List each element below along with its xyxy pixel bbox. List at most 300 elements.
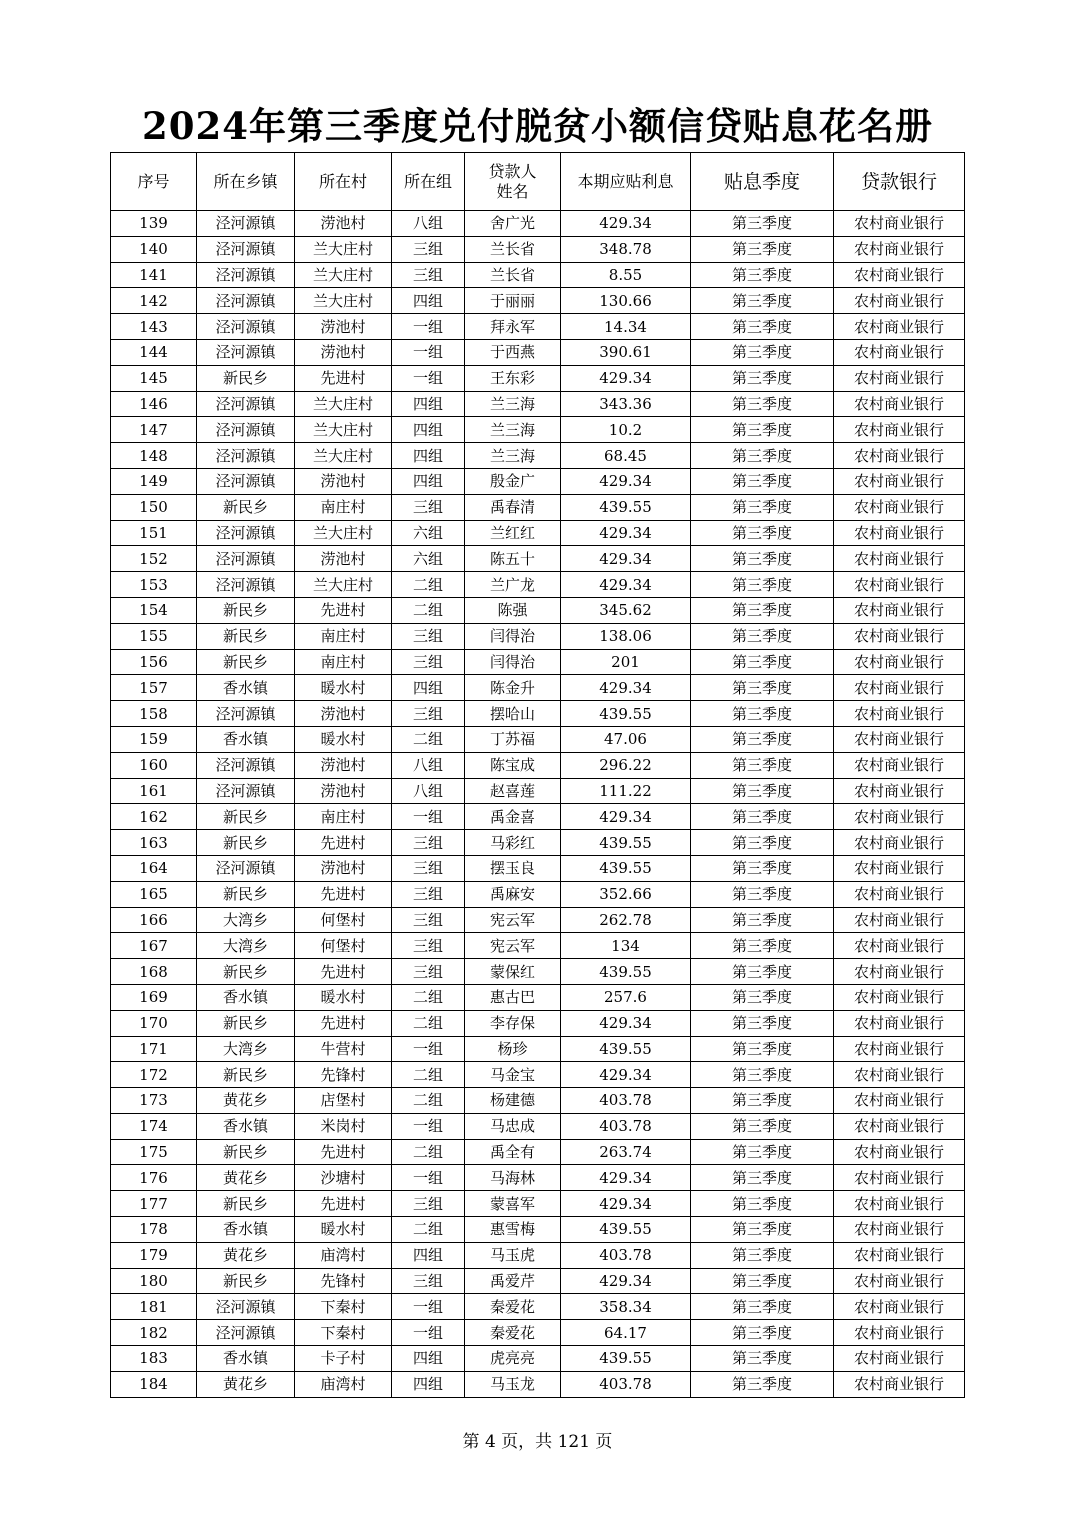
cell-bank: 农村商业银行 bbox=[834, 1062, 965, 1088]
cell-group: 四组 bbox=[392, 1242, 465, 1268]
cell-township: 香水镇 bbox=[197, 1217, 295, 1243]
cell-township: 新民乡 bbox=[197, 1191, 295, 1217]
cell-interest: 429.34 bbox=[561, 1165, 691, 1191]
cell-township: 泾河源镇 bbox=[197, 855, 295, 881]
cell-quarter: 第三季度 bbox=[691, 288, 834, 314]
cell-group: 一组 bbox=[392, 1036, 465, 1062]
table-row bbox=[111, 572, 965, 598]
cell-quarter: 第三季度 bbox=[691, 1320, 834, 1346]
cell-interest: 439.55 bbox=[561, 494, 691, 520]
table-row bbox=[111, 649, 965, 675]
cell-bank: 农村商业银行 bbox=[834, 959, 965, 985]
cell-village: 涝池村 bbox=[295, 211, 392, 237]
cell-village: 涝池村 bbox=[295, 468, 392, 494]
cell-seq: 167 bbox=[111, 933, 197, 959]
cell-quarter: 第三季度 bbox=[691, 778, 834, 804]
cell-seq: 171 bbox=[111, 1036, 197, 1062]
cell-township: 黄花乡 bbox=[197, 1242, 295, 1268]
cell-group: 一组 bbox=[392, 314, 465, 340]
cell-group: 八组 bbox=[392, 211, 465, 237]
cell-group: 一组 bbox=[392, 1320, 465, 1346]
cell-bank: 农村商业银行 bbox=[834, 1036, 965, 1062]
cell-interest: 403.78 bbox=[561, 1088, 691, 1114]
cell-bank: 农村商业银行 bbox=[834, 314, 965, 340]
cell-seq: 149 bbox=[111, 468, 197, 494]
table-row bbox=[111, 1346, 965, 1372]
cell-quarter: 第三季度 bbox=[691, 1346, 834, 1372]
cell-township: 新民乡 bbox=[197, 597, 295, 623]
header-township: 所在乡镇 bbox=[197, 153, 295, 211]
cell-village: 先进村 bbox=[295, 881, 392, 907]
cell-bank: 农村商业银行 bbox=[834, 468, 965, 494]
cell-borrower: 惠雪梅 bbox=[465, 1217, 561, 1243]
cell-seq: 145 bbox=[111, 365, 197, 391]
cell-bank: 农村商业银行 bbox=[834, 984, 965, 1010]
cell-group: 四组 bbox=[392, 391, 465, 417]
cell-seq: 172 bbox=[111, 1062, 197, 1088]
cell-group: 三组 bbox=[392, 855, 465, 881]
cell-bank: 农村商业银行 bbox=[834, 830, 965, 856]
table-row bbox=[111, 726, 965, 752]
cell-quarter: 第三季度 bbox=[691, 1062, 834, 1088]
cell-seq: 148 bbox=[111, 443, 197, 469]
cell-township: 香水镇 bbox=[197, 984, 295, 1010]
cell-village: 兰大庄村 bbox=[295, 288, 392, 314]
header-quarter: 贴息季度 bbox=[691, 153, 834, 211]
cell-seq: 165 bbox=[111, 881, 197, 907]
cell-group: 六组 bbox=[392, 520, 465, 546]
cell-township: 泾河源镇 bbox=[197, 262, 295, 288]
cell-borrower: 秦爱花 bbox=[465, 1320, 561, 1346]
cell-village: 涝池村 bbox=[295, 701, 392, 727]
cell-group: 三组 bbox=[392, 262, 465, 288]
cell-interest: 439.55 bbox=[561, 1346, 691, 1372]
header-borrower-name bbox=[465, 153, 561, 211]
cell-group: 四组 bbox=[392, 288, 465, 314]
cell-borrower: 拜永军 bbox=[465, 314, 561, 340]
cell-quarter: 第三季度 bbox=[691, 597, 834, 623]
cell-seq: 180 bbox=[111, 1268, 197, 1294]
cell-township: 泾河源镇 bbox=[197, 520, 295, 546]
cell-borrower: 禹爱芹 bbox=[465, 1268, 561, 1294]
cell-village: 下秦村 bbox=[295, 1294, 392, 1320]
cell-village: 暖水村 bbox=[295, 984, 392, 1010]
cell-township: 香水镇 bbox=[197, 1346, 295, 1372]
table-row bbox=[111, 1268, 965, 1294]
cell-group: 六组 bbox=[392, 546, 465, 572]
cell-bank: 农村商业银行 bbox=[834, 623, 965, 649]
cell-interest: 257.6 bbox=[561, 984, 691, 1010]
cell-bank: 农村商业银行 bbox=[834, 1113, 965, 1139]
table-row bbox=[111, 443, 965, 469]
cell-interest: 429.34 bbox=[561, 1062, 691, 1088]
cell-village: 涝池村 bbox=[295, 778, 392, 804]
table-row bbox=[111, 933, 965, 959]
cell-seq: 140 bbox=[111, 236, 197, 262]
cell-interest: 262.78 bbox=[561, 907, 691, 933]
cell-borrower: 于西燕 bbox=[465, 339, 561, 365]
cell-quarter: 第三季度 bbox=[691, 391, 834, 417]
table-row bbox=[111, 1036, 965, 1062]
cell-interest: 429.34 bbox=[561, 211, 691, 237]
cell-group: 二组 bbox=[392, 1139, 465, 1165]
header-interest: 本期应贴利息 bbox=[561, 153, 691, 211]
cell-quarter: 第三季度 bbox=[691, 907, 834, 933]
cell-quarter: 第三季度 bbox=[691, 211, 834, 237]
cell-bank: 农村商业银行 bbox=[834, 520, 965, 546]
cell-village: 庙湾村 bbox=[295, 1242, 392, 1268]
cell-interest: 343.36 bbox=[561, 391, 691, 417]
cell-quarter: 第三季度 bbox=[691, 1294, 834, 1320]
cell-township: 大湾乡 bbox=[197, 907, 295, 933]
table-row bbox=[111, 365, 965, 391]
table-row bbox=[111, 984, 965, 1010]
cell-interest: 47.06 bbox=[561, 726, 691, 752]
cell-township: 香水镇 bbox=[197, 726, 295, 752]
cell-quarter: 第三季度 bbox=[691, 443, 834, 469]
cell-bank: 农村商业银行 bbox=[834, 675, 965, 701]
table-row bbox=[111, 1113, 965, 1139]
cell-group: 二组 bbox=[392, 1010, 465, 1036]
cell-village: 暖水村 bbox=[295, 1217, 392, 1243]
table-header-row bbox=[111, 153, 965, 211]
cell-village: 南庄村 bbox=[295, 649, 392, 675]
table-row bbox=[111, 391, 965, 417]
cell-village: 先进村 bbox=[295, 1010, 392, 1036]
cell-village: 米岗村 bbox=[295, 1113, 392, 1139]
cell-village: 涝池村 bbox=[295, 339, 392, 365]
cell-seq: 155 bbox=[111, 623, 197, 649]
cell-village: 南庄村 bbox=[295, 804, 392, 830]
cell-group: 三组 bbox=[392, 701, 465, 727]
cell-bank: 农村商业银行 bbox=[834, 1346, 965, 1372]
table-row bbox=[111, 546, 965, 572]
header-village: 所在村 bbox=[295, 153, 392, 211]
cell-township: 泾河源镇 bbox=[197, 572, 295, 598]
cell-seq: 161 bbox=[111, 778, 197, 804]
cell-quarter: 第三季度 bbox=[691, 1268, 834, 1294]
cell-quarter: 第三季度 bbox=[691, 1165, 834, 1191]
cell-township: 泾河源镇 bbox=[197, 236, 295, 262]
cell-village: 店堡村 bbox=[295, 1088, 392, 1114]
cell-township: 新民乡 bbox=[197, 881, 295, 907]
cell-borrower: 李存保 bbox=[465, 1010, 561, 1036]
cell-interest: 429.34 bbox=[561, 1268, 691, 1294]
cell-bank: 农村商业银行 bbox=[834, 391, 965, 417]
subsidy-roster-table bbox=[110, 152, 965, 1398]
cell-quarter: 第三季度 bbox=[691, 236, 834, 262]
cell-quarter: 第三季度 bbox=[691, 675, 834, 701]
cell-group: 四组 bbox=[392, 675, 465, 701]
table-row bbox=[111, 1242, 965, 1268]
cell-group: 四组 bbox=[392, 417, 465, 443]
cell-seq: 150 bbox=[111, 494, 197, 520]
cell-borrower: 秦爱花 bbox=[465, 1294, 561, 1320]
header-seq: 序号 bbox=[111, 153, 197, 211]
cell-bank: 农村商业银行 bbox=[834, 1191, 965, 1217]
cell-seq: 173 bbox=[111, 1088, 197, 1114]
table-row bbox=[111, 288, 965, 314]
cell-interest: 429.34 bbox=[561, 365, 691, 391]
cell-seq: 162 bbox=[111, 804, 197, 830]
cell-bank: 农村商业银行 bbox=[834, 494, 965, 520]
header-group: 所在组 bbox=[392, 153, 465, 211]
cell-borrower: 马彩红 bbox=[465, 830, 561, 856]
cell-township: 泾河源镇 bbox=[197, 339, 295, 365]
cell-seq: 151 bbox=[111, 520, 197, 546]
cell-quarter: 第三季度 bbox=[691, 649, 834, 675]
cell-group: 二组 bbox=[392, 597, 465, 623]
cell-township: 新民乡 bbox=[197, 1062, 295, 1088]
cell-interest: 8.55 bbox=[561, 262, 691, 288]
cell-quarter: 第三季度 bbox=[691, 262, 834, 288]
table-row bbox=[111, 855, 965, 881]
cell-borrower: 马忠成 bbox=[465, 1113, 561, 1139]
cell-village: 兰大庄村 bbox=[295, 443, 392, 469]
cell-village: 庙湾村 bbox=[295, 1371, 392, 1397]
table-row bbox=[111, 597, 965, 623]
cell-seq: 141 bbox=[111, 262, 197, 288]
table-row bbox=[111, 701, 965, 727]
cell-interest: 439.55 bbox=[561, 1217, 691, 1243]
cell-borrower: 闫得治 bbox=[465, 649, 561, 675]
cell-quarter: 第三季度 bbox=[691, 546, 834, 572]
cell-bank: 农村商业银行 bbox=[834, 701, 965, 727]
cell-quarter: 第三季度 bbox=[691, 933, 834, 959]
cell-borrower: 兰红红 bbox=[465, 520, 561, 546]
cell-group: 三组 bbox=[392, 830, 465, 856]
cell-interest: 439.55 bbox=[561, 1036, 691, 1062]
cell-borrower: 杨建德 bbox=[465, 1088, 561, 1114]
cell-township: 香水镇 bbox=[197, 1113, 295, 1139]
header-bank: 贷款银行 bbox=[834, 153, 965, 211]
cell-interest: 138.06 bbox=[561, 623, 691, 649]
cell-bank: 农村商业银行 bbox=[834, 752, 965, 778]
cell-seq: 170 bbox=[111, 1010, 197, 1036]
table-row bbox=[111, 623, 965, 649]
cell-seq: 142 bbox=[111, 288, 197, 314]
table-row bbox=[111, 1062, 965, 1088]
cell-village: 先进村 bbox=[295, 597, 392, 623]
table-row bbox=[111, 1320, 965, 1346]
cell-bank: 农村商业银行 bbox=[834, 726, 965, 752]
cell-quarter: 第三季度 bbox=[691, 468, 834, 494]
cell-interest: 345.62 bbox=[561, 597, 691, 623]
cell-group: 三组 bbox=[392, 494, 465, 520]
cell-village: 涝池村 bbox=[295, 314, 392, 340]
cell-seq: 176 bbox=[111, 1165, 197, 1191]
cell-township: 新民乡 bbox=[197, 959, 295, 985]
cell-village: 先进村 bbox=[295, 1191, 392, 1217]
cell-borrower: 陈五十 bbox=[465, 546, 561, 572]
cell-quarter: 第三季度 bbox=[691, 417, 834, 443]
cell-township: 黄花乡 bbox=[197, 1088, 295, 1114]
cell-bank: 农村商业银行 bbox=[834, 546, 965, 572]
table-row bbox=[111, 314, 965, 340]
cell-interest: 429.34 bbox=[561, 804, 691, 830]
cell-borrower: 马金宝 bbox=[465, 1062, 561, 1088]
cell-borrower: 马玉龙 bbox=[465, 1371, 561, 1397]
cell-group: 三组 bbox=[392, 959, 465, 985]
table-row bbox=[111, 778, 965, 804]
cell-bank: 农村商业银行 bbox=[834, 649, 965, 675]
table-row bbox=[111, 520, 965, 546]
cell-township: 泾河源镇 bbox=[197, 778, 295, 804]
cell-township: 新民乡 bbox=[197, 830, 295, 856]
header-borrower-name-text: 贷款人 姓名 bbox=[488, 161, 537, 201]
cell-bank: 农村商业银行 bbox=[834, 236, 965, 262]
cell-interest: 439.55 bbox=[561, 855, 691, 881]
cell-quarter: 第三季度 bbox=[691, 1191, 834, 1217]
cell-seq: 154 bbox=[111, 597, 197, 623]
cell-group: 四组 bbox=[392, 443, 465, 469]
cell-village: 兰大庄村 bbox=[295, 236, 392, 262]
cell-village: 兰大庄村 bbox=[295, 572, 392, 598]
cell-village: 卡子村 bbox=[295, 1346, 392, 1372]
cell-bank: 农村商业银行 bbox=[834, 1371, 965, 1397]
cell-quarter: 第三季度 bbox=[691, 1217, 834, 1243]
cell-village: 先进村 bbox=[295, 959, 392, 985]
cell-quarter: 第三季度 bbox=[691, 365, 834, 391]
cell-township: 泾河源镇 bbox=[197, 1320, 295, 1346]
cell-interest: 201 bbox=[561, 649, 691, 675]
cell-interest: 403.78 bbox=[561, 1242, 691, 1268]
cell-township: 泾河源镇 bbox=[197, 314, 295, 340]
cell-seq: 179 bbox=[111, 1242, 197, 1268]
cell-group: 二组 bbox=[392, 984, 465, 1010]
cell-township: 黄花乡 bbox=[197, 1165, 295, 1191]
cell-township: 黄花乡 bbox=[197, 1371, 295, 1397]
cell-interest: 111.22 bbox=[561, 778, 691, 804]
cell-quarter: 第三季度 bbox=[691, 1088, 834, 1114]
cell-bank: 农村商业银行 bbox=[834, 1010, 965, 1036]
cell-seq: 144 bbox=[111, 339, 197, 365]
table-row bbox=[111, 468, 965, 494]
cell-interest: 134 bbox=[561, 933, 691, 959]
cell-borrower: 于丽丽 bbox=[465, 288, 561, 314]
cell-borrower: 蒙喜军 bbox=[465, 1191, 561, 1217]
table-row bbox=[111, 1294, 965, 1320]
cell-village: 何堡村 bbox=[295, 907, 392, 933]
cell-township: 新民乡 bbox=[197, 623, 295, 649]
cell-borrower: 禹春清 bbox=[465, 494, 561, 520]
cell-township: 新民乡 bbox=[197, 1010, 295, 1036]
cell-borrower: 兰长省 bbox=[465, 262, 561, 288]
cell-group: 四组 bbox=[392, 1346, 465, 1372]
cell-borrower: 杨珍 bbox=[465, 1036, 561, 1062]
cell-quarter: 第三季度 bbox=[691, 855, 834, 881]
cell-bank: 农村商业银行 bbox=[834, 443, 965, 469]
cell-seq: 166 bbox=[111, 907, 197, 933]
table-row bbox=[111, 881, 965, 907]
cell-group: 三组 bbox=[392, 907, 465, 933]
cell-borrower: 禹金喜 bbox=[465, 804, 561, 830]
cell-bank: 农村商业银行 bbox=[834, 855, 965, 881]
cell-township: 大湾乡 bbox=[197, 1036, 295, 1062]
cell-bank: 农村商业银行 bbox=[834, 1242, 965, 1268]
cell-group: 三组 bbox=[392, 933, 465, 959]
cell-quarter: 第三季度 bbox=[691, 959, 834, 985]
cell-interest: 429.34 bbox=[561, 572, 691, 598]
table-row bbox=[111, 804, 965, 830]
cell-township: 香水镇 bbox=[197, 675, 295, 701]
cell-quarter: 第三季度 bbox=[691, 494, 834, 520]
cell-township: 新民乡 bbox=[197, 804, 295, 830]
cell-seq: 157 bbox=[111, 675, 197, 701]
cell-village: 暖水村 bbox=[295, 675, 392, 701]
table-row bbox=[111, 262, 965, 288]
table-row bbox=[111, 959, 965, 985]
cell-interest: 403.78 bbox=[561, 1113, 691, 1139]
cell-village: 涝池村 bbox=[295, 546, 392, 572]
cell-group: 三组 bbox=[392, 1191, 465, 1217]
cell-bank: 农村商业银行 bbox=[834, 597, 965, 623]
cell-borrower: 马玉虎 bbox=[465, 1242, 561, 1268]
cell-group: 二组 bbox=[392, 1088, 465, 1114]
cell-group: 二组 bbox=[392, 726, 465, 752]
cell-quarter: 第三季度 bbox=[691, 623, 834, 649]
page-footer: 第 4 页，共 121 页 bbox=[462, 1432, 613, 1452]
cell-township: 新民乡 bbox=[197, 1139, 295, 1165]
cell-borrower: 殷金广 bbox=[465, 468, 561, 494]
cell-quarter: 第三季度 bbox=[691, 701, 834, 727]
cell-township: 泾河源镇 bbox=[197, 443, 295, 469]
cell-interest: 439.55 bbox=[561, 701, 691, 727]
table-row bbox=[111, 1088, 965, 1114]
cell-borrower: 陈金升 bbox=[465, 675, 561, 701]
cell-township: 新民乡 bbox=[197, 494, 295, 520]
cell-interest: 296.22 bbox=[561, 752, 691, 778]
cell-village: 南庄村 bbox=[295, 623, 392, 649]
cell-group: 三组 bbox=[392, 649, 465, 675]
table-row bbox=[111, 494, 965, 520]
table-row bbox=[111, 1010, 965, 1036]
cell-village: 先锋村 bbox=[295, 1268, 392, 1294]
cell-group: 一组 bbox=[392, 365, 465, 391]
cell-township: 新民乡 bbox=[197, 649, 295, 675]
cell-village: 南庄村 bbox=[295, 494, 392, 520]
cell-interest: 429.34 bbox=[561, 468, 691, 494]
cell-quarter: 第三季度 bbox=[691, 726, 834, 752]
table-row bbox=[111, 1139, 965, 1165]
cell-interest: 64.17 bbox=[561, 1320, 691, 1346]
cell-borrower: 陈强 bbox=[465, 597, 561, 623]
cell-bank: 农村商业银行 bbox=[834, 1088, 965, 1114]
cell-interest: 358.34 bbox=[561, 1294, 691, 1320]
cell-borrower: 兰广龙 bbox=[465, 572, 561, 598]
cell-bank: 农村商业银行 bbox=[834, 907, 965, 933]
cell-interest: 429.34 bbox=[561, 546, 691, 572]
cell-borrower: 惠古巴 bbox=[465, 984, 561, 1010]
table-row bbox=[111, 830, 965, 856]
cell-village: 沙塘村 bbox=[295, 1165, 392, 1191]
cell-borrower: 闫得治 bbox=[465, 623, 561, 649]
cell-borrower: 兰三海 bbox=[465, 417, 561, 443]
cell-interest: 429.34 bbox=[561, 520, 691, 546]
cell-quarter: 第三季度 bbox=[691, 339, 834, 365]
cell-interest: 14.34 bbox=[561, 314, 691, 340]
cell-borrower: 摆玉良 bbox=[465, 855, 561, 881]
cell-interest: 68.45 bbox=[561, 443, 691, 469]
table-row bbox=[111, 907, 965, 933]
cell-seq: 175 bbox=[111, 1139, 197, 1165]
cell-quarter: 第三季度 bbox=[691, 752, 834, 778]
cell-township: 泾河源镇 bbox=[197, 211, 295, 237]
cell-village: 兰大庄村 bbox=[295, 262, 392, 288]
cell-township: 大湾乡 bbox=[197, 933, 295, 959]
cell-township: 泾河源镇 bbox=[197, 546, 295, 572]
cell-borrower: 禹全有 bbox=[465, 1139, 561, 1165]
